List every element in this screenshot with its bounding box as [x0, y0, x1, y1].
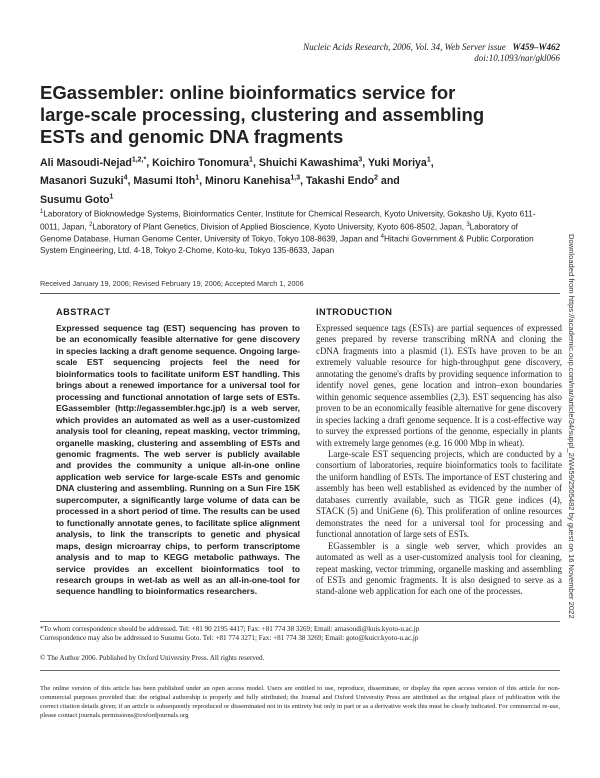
divider: [40, 670, 560, 671]
paper-title: EGassembler: online bioinformatics service for large-scale processing, clustering and assembling ESTs and genomic DNA fragments: [40, 82, 485, 147]
paragraph: EGassembler is a single web server, which provides an automated as well as a user-customized analysis tool for cleaning, repeat masking, vector trimming, organelle masking and assembling of ESTs and genomic fragments. It is also designed to serve as a stand-alone web application for each one of the processes.: [316, 540, 562, 597]
author: Masumi Itoh$^1$,: [133, 174, 205, 188]
author: Koichiro Tonomura$^1$,: [152, 156, 259, 169]
doi: doi:10.1093/nar/gkl066: [474, 53, 560, 63]
abstract-heading: ABSTRACT: [56, 307, 111, 317]
author: Shuichi Kawashima$^3$,: [258, 156, 368, 169]
author-list: [40, 152, 520, 208]
paragraph: Large-scale EST sequencing projects, which are conducted by a consortium of laboratories, require bioinformatics tools to facilitate the uniform handling of ESTs. The importance of EST clustering and assembly has been well established as evidenced by the number of databases currently available, such as TIGR gene indices (4), STACK (5) and UniGene (6). This proliferation of online resources demonstrates the need for a universal tool for processing and functional annotation of large sets of ESTs.: [316, 448, 562, 540]
correspondence-footnote: *To whom correspondence should be addressed. Tel: +81 90 2195 4417; Fax: +81 774 38 3269; Email: amasoudi@kuis.kyoto-u.ac.jp Correspondence may also be addressed to Susumu Goto. Tel: +81 774 3271; Fax: +81 774 38 3269; Email: goto@kuicr.kyoto-u.ac.jp: [40, 625, 420, 643]
abstract-text: Expressed sequence tag (EST) sequencing has proven to be an economically feasible alternative for gene discovery in species lacking a draft genome sequence. Ongoing large-scale EST sequencing projects feel the need for bioinformatics tools to facilitate uniform EST handling. This brings about a renewed importance for a universal tool for processing and functional annotation of large sets of ESTs. EGassembler (http://egassembler.hgc.jp/) is a web server, which provides an automated as well as a user-customized analysis tool for cleaning, repeat masking, vector trimming, organelle masking, clustering and assembling of ESTs and genomic fragments. The web server is publicly available and provides the community a unique all-in-one online application web service for large-scale ESTs and genomic DNA clustering and assembling. Running on a Sun Fire 15K supercomputer, a significantly large volume of data can be processed in a short period of time. The results can be used to functionally annotate genes, to facilitate splice alignment analysis, to link the transcripts to genetic and physical maps, design microarray chips, to perform transcriptome analysis and to map to KEGG metabolic pathways. The service provides an excellent bioinformatics tool to research groups in wet-lab as well as an all-in-one-tool for sequence handling to bioinformatics researchers.: [56, 323, 300, 597]
download-watermark: Downloaded from https://academic.oup.com/nar/article/34/suppl_2/W459/2505482 by guest on 16 November 2022: [567, 234, 576, 619]
author: Masanori Suzuki$^4$,: [40, 174, 134, 188]
page-range: W459–W462: [512, 42, 560, 52]
author: Takashi Endo$^2$ and: [305, 174, 400, 188]
journal-citation: Nucleic Acids Research, 2006, Vol. 34, Web Server issue: [303, 42, 506, 52]
affiliations: $^1$Laboratory of Bioknowledge Systems, Bioinformatics Center, Institute for Chemical Research, Kyoto University, Gokasho Uji, Kyoto 611-0011, Japan, $^2$Laboratory of Plant Genetics, Division of Applied Bioscience, Kyoto University, Kyoto 606-8502, Japan, $^3$Laboratory of Genome Database, Human Genome Center, University of Tokyo, Tokyo 108-8639, Japan and $^4$Hitachi Government & Public Corporation System Engineering, Ltd. 4-18, Tokyo 2-Chome, Koto-ku, Tokyo 135-8633, Japan: [40, 209, 536, 256]
divider: [40, 621, 560, 622]
introduction-heading: INTRODUCTION: [316, 307, 393, 317]
author: Minoru Kanehisa$^{1,3}$,: [205, 174, 306, 188]
author: Ali Masoudi-Nejad$^{1,2,*}$,: [40, 156, 153, 169]
paragraph: Expressed sequence tags (ESTs) are partial sequences of expressed genes prepared by reverse transcribing mRNA and cloning the cDNA fragments into a plasmid (1). ESTs have proven to be an extremely valuable resource for high-throughput gene discovery, annotating the genome's drafts by providing sequence information to identify novel genes, gene location and intron–exon boundaries within genomic sequence assemblies (2,3). EST sequencing has also proven to be an economically feasible alternative for gene discovery in species lacking a draft genome sequence. It is a cost-effective way to survey the expressed portions of the genome, especially in plants with extremely large genomes (e.g. 16 000 Mbp in wheat).: [316, 323, 562, 448]
divider: [40, 293, 560, 294]
journal-header: [303, 42, 560, 64]
author: Yuki Moriya$^1$,: [367, 156, 434, 169]
author: Susumu Goto$^1$: [40, 193, 114, 206]
license-notice: The online version of this article has been published under an open access model. Users are entitled to use, reproduce, disseminate, or display the open access version of this article for non-commercial purposes provided that: the original authorship is properly and fully attributed; the Journal and Oxford University Press are attributed as the original place of publication with the correct citation details given; if an article is subsequently reproduced or disseminated not in its entirety but only in part or as a derivative work this must be clearly indicated. For commercial re-use, please contact journals.permissions@oxfordjournals.org: [40, 685, 560, 719]
introduction-text: [316, 323, 562, 598]
received-dates: Received January 19, 2006; Revised February 19, 2006; Accepted March 1, 2006: [40, 279, 304, 288]
copyright-notice: © The Author 2006. Published by Oxford University Press. All rights reserved.: [40, 654, 265, 662]
